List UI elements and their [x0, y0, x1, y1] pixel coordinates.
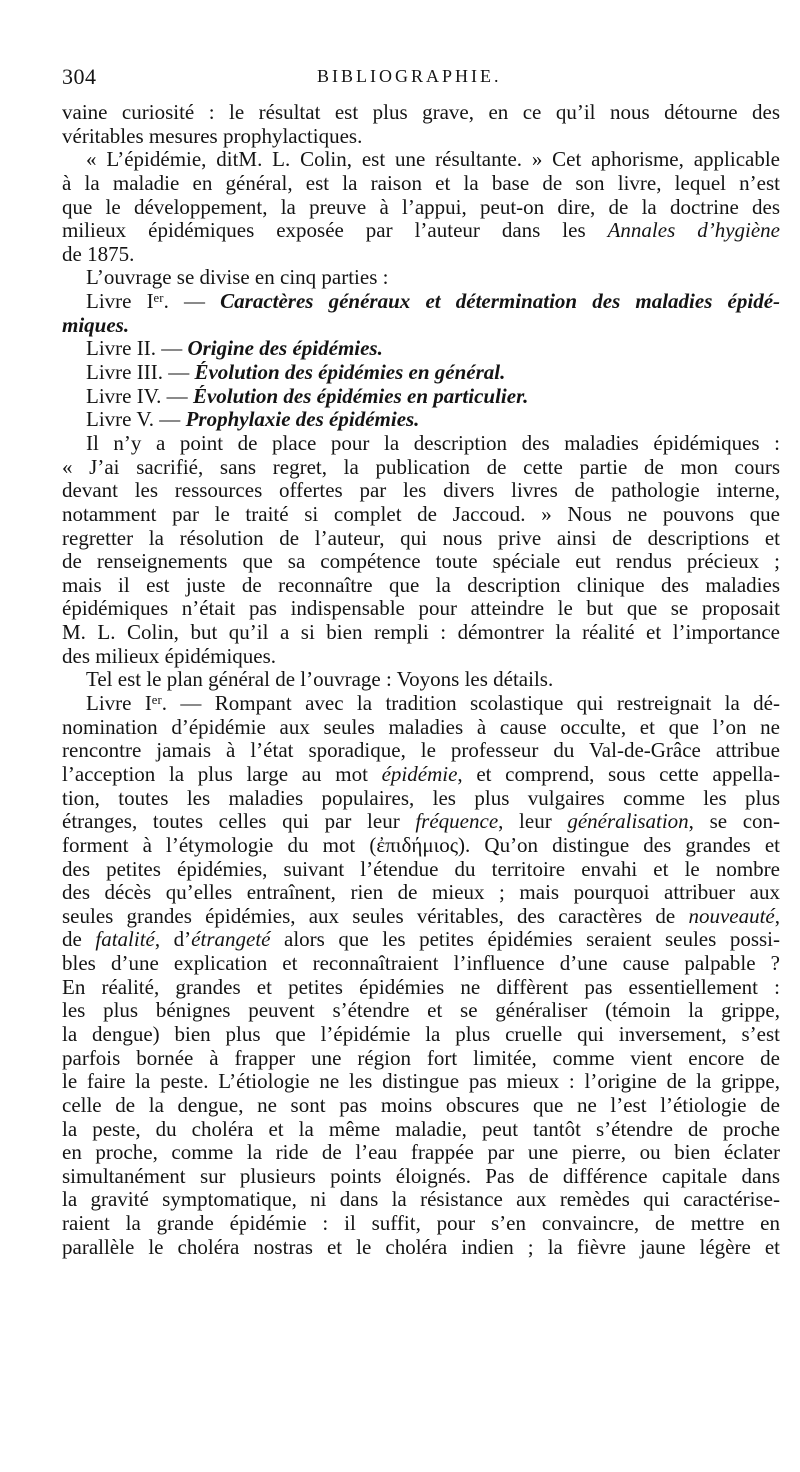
journal-title: Annales d’hygiène: [607, 219, 780, 243]
emphasis: nouveauté: [688, 904, 775, 928]
text-line: de 1875.: [62, 242, 135, 266]
part-title: Caractères généraux et détermination des maladies épidé-: [220, 290, 780, 314]
text-line: devant les ressources offertes par les divers livres de pathologie interne,: [62, 479, 780, 503]
text-line: épidémiques n’était pas indispensable pour atteindre le but que se proposait: [62, 597, 780, 621]
part-title: Prophylaxie des épidémies.: [185, 408, 420, 432]
text-line: En réalité, grandes et petites épidémies ne diffèrent pas essentiellement :: [62, 975, 780, 999]
part-label: Livre III. —: [86, 361, 190, 385]
line-text: de: [62, 928, 82, 952]
text-line: [62, 810, 780, 834]
text-line: le faire la peste. L’étiologie ne les distingue pas mieux : l’origine de la grippe,: [62, 1070, 780, 1094]
text-line: simultanément sur plusieurs points éloignés. Pas de différence capitale dans: [62, 1164, 780, 1188]
line-text: , et comprend, sous cette appella-: [457, 762, 780, 786]
book-part-5: [62, 408, 780, 432]
text-line: Il n’y a point de place pour la description des maladies épidémiques :: [86, 431, 780, 455]
text-line: celle de la dengue, ne sont pas moins obscures que ne l’est l’étiologie de: [62, 1093, 780, 1117]
page-header: [62, 64, 782, 94]
text-line: la gravité symptomatique, ni dans la résistance aux remèdes qui caractérise-: [62, 1188, 780, 1212]
part-label: Livre IV. —: [86, 384, 188, 408]
book-part-2: [62, 337, 780, 361]
line-text: seules grandes épidémies, aux seules véritables, des caractères de: [62, 904, 676, 928]
text-line: parfois bornée à frapper une région fort limitée, comme vient encore de: [62, 1046, 780, 1070]
emphasis: généralisation: [567, 810, 689, 834]
text-line: mais il est juste de reconnaître que la description clinique des maladies: [62, 573, 780, 597]
text-line: forment à l’étymologie du mot (ἐπιδήμιος). Qu’on distingue des grandes et: [62, 833, 780, 857]
text-line: des décès qu’elles entraînent, rien de mieux ; mais pourquoi attribuer aux: [62, 881, 780, 905]
text-line: bles d’une explication et reconnaîtraient l’influence d’une cause palpable ?: [62, 952, 780, 976]
text-line: notamment par le traité si complet de Jaccoud. » Nous ne pouvons que: [62, 502, 780, 526]
text-line: L’ouvrage se divise en cinq parties :: [86, 266, 389, 290]
text-line: en proche, comme la ride de l’eau frappée par une pierre, ou bien éclater: [62, 1141, 780, 1165]
text-line: [62, 763, 780, 787]
emphasis: fatalité: [95, 928, 155, 952]
part-title: Évolution des épidémies en général.: [194, 361, 506, 385]
part-title-continued: miques.: [62, 313, 130, 337]
text-line: parallèle le choléra nostras et le choléra indien ; la fièvre jaune légère et: [62, 1235, 780, 1259]
line-text: ,: [774, 904, 780, 928]
text-line: la peste, du choléra et la même maladie, peut tantôt s’étendre de proche: [62, 1117, 780, 1141]
part-title: Évolution des épidémies en particulier.: [192, 384, 529, 408]
line-text: milieux épidémiques exposée par l’auteur dans les: [62, 219, 586, 243]
line-text: l’acception la plus large au mot: [62, 762, 368, 786]
text-line: des petites épidémies, suivant l’étendue du territoire envahi et le nombre: [62, 857, 780, 881]
text-line: vaine curiosité : le résultat est plus grave, en ce qu’il nous détourne des: [62, 101, 780, 124]
body-text: [62, 101, 780, 1259]
running-title: BIBLIOGRAPHIE.: [317, 66, 502, 86]
emphasis: étrangeté: [191, 928, 271, 952]
text-line: à la maladie en général, est la raison et la base de son livre, lequel n’est: [62, 171, 780, 195]
text-line: véritables mesures prophylactiques.: [62, 124, 363, 148]
text-line: tion, toutes les maladies populaires, les plus vulgaires comme les plus: [62, 786, 780, 810]
line-text: , d’: [154, 928, 192, 952]
part-label: Livre II. —: [86, 337, 183, 361]
line-text: , se con-: [688, 810, 780, 834]
text-line: [62, 219, 780, 243]
text-line: rencontre jamais à l’état sporadique, le professeur du Val-de-Grâce attribue: [62, 739, 780, 763]
book-part-4: [62, 385, 780, 409]
text-line: Livre Iᵉʳ. — Rompant avec la tradition scolastique qui restreignait la dé-: [86, 692, 780, 716]
line-text: , leur: [498, 810, 552, 834]
text-line: que le développement, la preuve à l’appui, peut-on dire, de la doctrine des: [62, 195, 780, 219]
text-line: [62, 905, 780, 929]
book-part-1: [62, 290, 780, 314]
text-line: « J’ai sacrifié, sans regret, la publication de cette partie de mon cours: [62, 455, 780, 479]
part-label: Livre V. —: [86, 408, 181, 432]
part-title: Origine des épidémies.: [187, 337, 383, 361]
text-line: « L’épidémie, ditM. L. Colin, est une résultante. » Cet aphorisme, applicable: [86, 148, 780, 172]
line-text: étranges, toutes celles qui par leur: [62, 810, 400, 834]
emphasis: fréquence: [415, 810, 499, 834]
text-line: [62, 928, 780, 952]
emphasis: épidémie: [381, 762, 458, 786]
text-line: M. L. Colin, but qu’il a si bien rempli : démontrer la réalité et l’importance: [62, 621, 780, 645]
text-line: raient la grande épidémie : il suffit, pour s’en convaincre, de mettre en: [62, 1212, 780, 1236]
line-text: alors que les petites épidémies seraient seules possi-: [270, 928, 780, 952]
book-part-3: [62, 361, 780, 385]
text-line: Tel est le plan général de l’ouvrage : Voyons les détails.: [86, 668, 554, 692]
text-line: des milieux épidémiques.: [62, 644, 277, 668]
text-line: nomination d’épidémie aux seules maladies à cause occulte, et que l’on ne: [62, 715, 780, 739]
page-number: 304: [62, 64, 97, 89]
text-line: les plus bénignes peuvent s’étendre et se généraliser (témoin la grippe,: [62, 999, 780, 1023]
text-line: de renseignements que sa compétence toute spéciale eut rendus précieux ;: [62, 550, 780, 574]
text-line: la dengue) bien plus que l’épidémie la plus cruelle qui inversement, s’est: [62, 1022, 780, 1046]
text-line: regretter la résolution de l’auteur, qui nous prive ainsi de descriptions et: [62, 526, 780, 550]
part-label: Livre Iᵉʳ. —: [86, 290, 205, 314]
